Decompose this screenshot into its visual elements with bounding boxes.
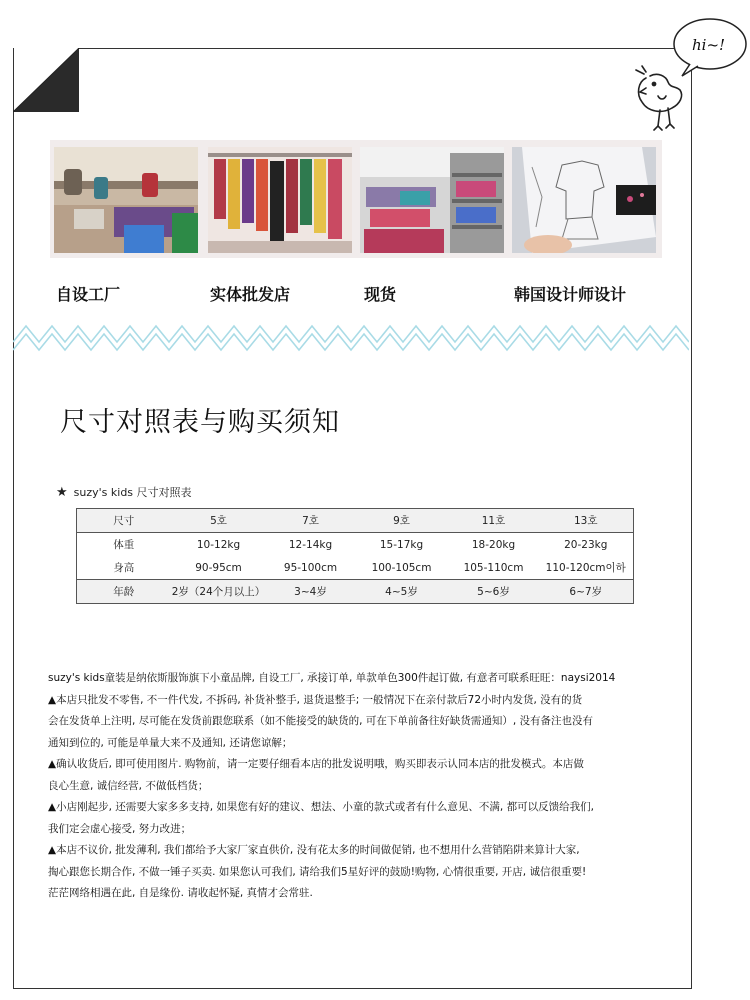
table-row-weight [77, 533, 634, 557]
purchase-notes [48, 668, 678, 905]
table-cell: 6~7岁 [539, 580, 634, 604]
notes-line: 茫茫网络相遇在此, 自是缘份. 请收起怀疑, 真情才会常驻. [48, 887, 313, 899]
notes-line: 良心生意, 诚信经营, 不做低档货； [48, 779, 209, 792]
table-header-cell: 7호 [267, 509, 355, 533]
table-row-height [77, 556, 634, 580]
feature-label-physical-store: 实体批发店 [210, 285, 291, 304]
table-header-cell: 9호 [355, 509, 449, 533]
bird-icon [636, 66, 682, 130]
size-chart-caption-text: suzy's kids 尺寸对照表 [73, 486, 192, 499]
star-icon: ★ [56, 485, 68, 500]
table-header-cell: 13호 [539, 509, 634, 533]
table-cell: 12-14kg [267, 533, 355, 557]
table-header-label: 尺寸 [77, 509, 171, 533]
table-row-age [77, 580, 634, 604]
size-chart-table [76, 508, 634, 604]
table-cell: 110-120cm이하 [539, 556, 634, 580]
feature-label-korean-design: 韩国设计师设计 [514, 285, 627, 304]
table-cell: 18-20kg [449, 533, 539, 557]
notes-line: 通知到位的, 可能是单量大来不及通知, 还请您谅解； [48, 736, 293, 749]
table-header-cell: 5호 [171, 509, 267, 533]
bubble-text: hi~! [692, 36, 726, 54]
row-label: 年龄 [77, 580, 171, 604]
table-cell: 90-95cm [171, 556, 267, 580]
notes-line: ▲本店只批发不零售, 不一件代发, 不拆码, 补货补整手, 退货退整手; 一般情况下在亲付款后72小时内发货, 没有的货 [48, 693, 583, 706]
inventory-photo [360, 147, 504, 253]
row-label: 体重 [77, 533, 171, 557]
feature-label-in-stock: 现货 [364, 285, 397, 304]
notes-line: ▲小店刚起步, 还需要大家多多支持, 如果您有好的建议、想法、小童的款式或者有什么意见、不满, 都可以反馈给我们, [48, 801, 594, 813]
row-label: 身高 [77, 556, 171, 580]
notes-line: ▲本店不议价, 批发薄利, 我们都给予大家厂家直供价, 没有花太多的时间做促销, 也不想用什么营销陷阱来算计大家, [48, 844, 580, 856]
table-cell: 105-110cm [449, 556, 539, 580]
table-cell: 15-17kg [355, 533, 449, 557]
table-cell: 20-23kg [539, 533, 634, 557]
table-cell: 5~6岁 [449, 580, 539, 604]
bird-illustration [632, 10, 750, 134]
speech-bubble [674, 19, 746, 76]
size-chart-caption [56, 484, 192, 500]
table-cell: 2岁（24个月以上） [171, 580, 267, 604]
table-header-cell: 11호 [449, 509, 539, 533]
photo-strip [50, 140, 662, 258]
table-cell: 95-100cm [267, 556, 355, 580]
notes-line: suzy's kids童装是纳依斯服饰旗下小童品牌, 自设工厂, 承接订单, 单款单色300件起订做, 有意者可联系旺旺：naysi2014 [48, 672, 616, 684]
table-cell: 100-105cm [355, 556, 449, 580]
notes-line: 我们定会虚心接受, 努力改进； [48, 822, 192, 835]
notes-line: ▲确认收货后, 即可使用图片. 购物前，请一定要仔细看本店的批发说明哦，购买即表示认同本店的批发模式。本店做 [48, 758, 584, 770]
zigzag-divider [13, 318, 689, 354]
table-cell: 4~5岁 [355, 580, 449, 604]
factory-photo [54, 147, 198, 253]
page-title: 尺寸对照表与购买须知 [60, 407, 340, 438]
folded-corner-icon [13, 48, 79, 112]
table-cell: 3~4岁 [267, 580, 355, 604]
table-row-header [77, 509, 634, 533]
notes-line: 会在发货单上注明, 尽可能在发货前跟您联系（如不能接受的缺货的, 可在下单前备往好缺货需通知）, 没有备注也没有 [48, 715, 594, 727]
notes-line: 掏心跟您长期合作, 不做一锤子买卖. 如果您认可我们, 请给我们5星好评的鼓励!购物, 心情很重要, 开店, 诚信很重要! [48, 865, 587, 878]
wholesale-store-photo [208, 147, 352, 253]
table-cell: 10-12kg [171, 533, 267, 557]
page-top-edge [78, 48, 690, 49]
designer-sketch-photo [512, 147, 656, 253]
feature-label-own-factory: 自设工厂 [56, 285, 121, 304]
